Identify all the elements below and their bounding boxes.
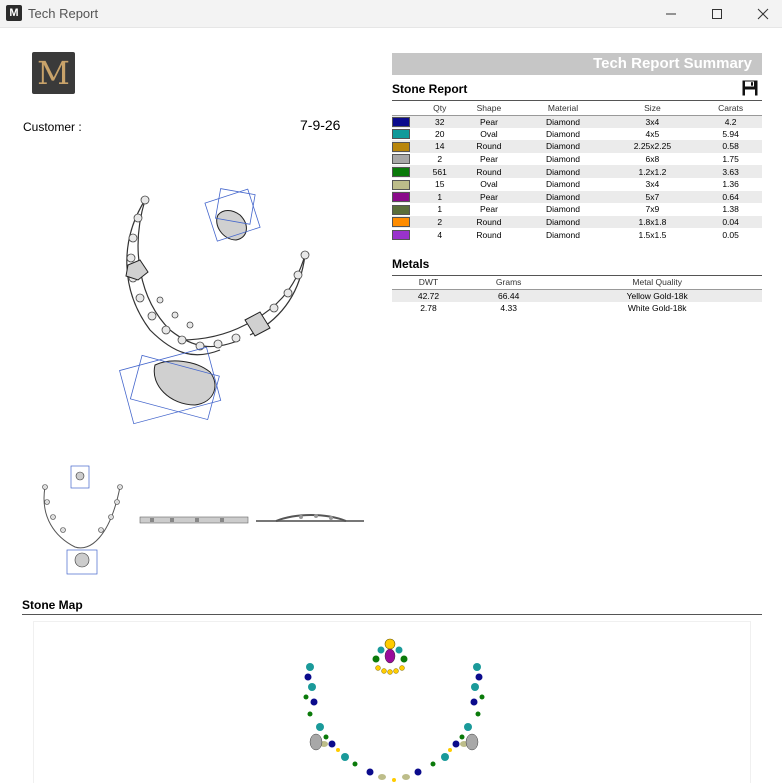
header-material: Material xyxy=(520,102,605,115)
stone-report-title: Stone Report xyxy=(392,82,468,96)
stone-map-image xyxy=(290,622,500,783)
header-qty: Qty xyxy=(422,102,458,115)
stone-size: 2.25x2.25 xyxy=(606,140,700,153)
stone-qty: 4 xyxy=(437,229,443,240)
stone-carats: 1.36 xyxy=(722,179,739,190)
stone-material: Diamond xyxy=(520,140,605,153)
color-swatch xyxy=(392,167,410,177)
stone-material: Diamond xyxy=(520,115,605,128)
stone-carats: 3.63 xyxy=(699,165,762,178)
stone-qty: 561 xyxy=(422,165,458,178)
stone-row xyxy=(392,228,762,241)
stone-carats: 0.58 xyxy=(699,140,762,153)
stone-shape: Pear xyxy=(479,204,498,215)
thumbnail-top-view[interactable] xyxy=(140,512,250,528)
metal-dwt: 42.72 xyxy=(392,289,465,302)
stone-row xyxy=(392,165,762,178)
stone-row xyxy=(392,115,762,128)
stone-shape: Pear xyxy=(458,191,521,204)
thumbnail-side-view[interactable] xyxy=(256,511,366,529)
metal-grams: 4.33 xyxy=(500,302,517,313)
app-logo-icon: M xyxy=(6,5,22,21)
stone-size: 7x9 xyxy=(645,204,660,215)
stone-qty: 2 xyxy=(437,154,443,165)
stone-qty: 15 xyxy=(435,179,445,190)
summary-title: Tech Report Summary xyxy=(593,55,752,72)
metals-title: Metals xyxy=(392,257,430,271)
stone-carats: 1.38 xyxy=(722,204,739,215)
stone-report-table xyxy=(392,102,762,241)
stone-size: 4x5 xyxy=(645,128,660,139)
stone-qty: 1 xyxy=(422,191,458,204)
stone-material: Diamond xyxy=(545,128,580,139)
color-swatch xyxy=(392,192,410,202)
stone-carats: 4.2 xyxy=(699,115,762,128)
color-swatch xyxy=(392,142,410,152)
stone-size: 5x7 xyxy=(606,191,700,204)
stone-table-header-row xyxy=(392,102,762,115)
color-swatch xyxy=(392,154,410,164)
header-color xyxy=(392,102,422,115)
stone-map-title: Stone Map xyxy=(22,598,83,612)
stone-size: 1.8x1.8 xyxy=(606,216,700,229)
metal-row xyxy=(392,289,762,302)
stone-material: Diamond xyxy=(545,154,580,165)
stone-row xyxy=(392,203,762,216)
metal-quality: Yellow Gold-18k xyxy=(552,289,762,302)
company-logo xyxy=(32,52,75,94)
color-swatch xyxy=(392,129,410,139)
stone-material: Diamond xyxy=(520,165,605,178)
stone-carats: 0.04 xyxy=(699,216,762,229)
stone-shape: Pear xyxy=(479,154,498,165)
stone-map-divider xyxy=(22,614,762,615)
stone-qty: 14 xyxy=(422,140,458,153)
stone-shape: Round xyxy=(458,165,521,178)
metals-table xyxy=(392,276,762,314)
color-swatch xyxy=(392,117,410,127)
stone-shape: Round xyxy=(476,229,502,240)
header-size: Size xyxy=(606,102,700,115)
metal-row xyxy=(392,302,762,315)
metals-header-row xyxy=(392,276,762,289)
stone-row xyxy=(392,191,762,204)
window-titlebar xyxy=(0,0,782,28)
necklace-render-image xyxy=(100,180,360,430)
header-shape: Shape xyxy=(458,102,521,115)
color-swatch xyxy=(392,230,410,240)
stone-qty: 20 xyxy=(435,128,445,139)
color-swatch xyxy=(392,180,410,190)
save-disk-icon[interactable] xyxy=(742,80,758,96)
thumbnail-front-view[interactable] xyxy=(35,462,130,577)
header-dwt: DWT xyxy=(392,276,465,289)
stone-carats: 1.75 xyxy=(722,154,739,165)
stone-shape: Oval xyxy=(480,128,498,139)
window-title: Tech Report xyxy=(28,6,99,21)
stone-material: Diamond xyxy=(545,204,580,215)
stone-shape: Round xyxy=(458,140,521,153)
stone-shape: Pear xyxy=(458,115,521,128)
metal-grams: 66.44 xyxy=(465,289,552,302)
stone-row xyxy=(392,140,762,153)
metal-quality: White Gold-18k xyxy=(627,302,687,313)
minimize-button[interactable] xyxy=(648,0,694,28)
logo-letter: M xyxy=(37,54,70,92)
stone-carats: 5.94 xyxy=(722,128,739,139)
close-icon xyxy=(758,9,768,19)
stone-material: Diamond xyxy=(545,179,580,190)
stone-qty: 2 xyxy=(422,216,458,229)
stone-shape: Round xyxy=(458,216,521,229)
stone-material: Diamond xyxy=(545,229,580,240)
stone-material: Diamond xyxy=(520,216,605,229)
customer-label: Customer : xyxy=(23,120,82,134)
color-swatch xyxy=(392,205,410,215)
stone-row xyxy=(392,128,762,141)
summary-header-bar xyxy=(392,53,762,75)
header-metal-quality: Metal Quality xyxy=(552,276,762,289)
stone-qty: 32 xyxy=(422,115,458,128)
maximize-button[interactable] xyxy=(694,0,740,28)
stone-size: 3x4 xyxy=(606,115,700,128)
stone-row xyxy=(392,216,762,229)
metal-dwt: 2.78 xyxy=(420,302,437,313)
header-grams: Grams xyxy=(465,276,552,289)
header-carats: Carats xyxy=(699,102,762,115)
stone-material: Diamond xyxy=(520,191,605,204)
stone-size: 3x4 xyxy=(645,179,660,190)
stone-row xyxy=(392,178,762,191)
close-button[interactable] xyxy=(740,0,782,28)
stone-size: 1.2x1.2 xyxy=(606,165,700,178)
stone-size: 1.5x1.5 xyxy=(638,229,667,240)
report-date: 7-9-26 xyxy=(300,117,341,133)
maximize-icon xyxy=(712,9,722,19)
stone-carats: 0.64 xyxy=(699,191,762,204)
color-swatch xyxy=(392,217,410,227)
stone-report-divider xyxy=(392,100,762,101)
stone-qty: 1 xyxy=(437,204,443,215)
stone-carats: 0.05 xyxy=(722,229,739,240)
minimize-icon xyxy=(666,9,676,19)
stone-shape: Oval xyxy=(480,179,498,190)
stone-row xyxy=(392,153,762,166)
stone-size: 6x8 xyxy=(645,154,660,165)
